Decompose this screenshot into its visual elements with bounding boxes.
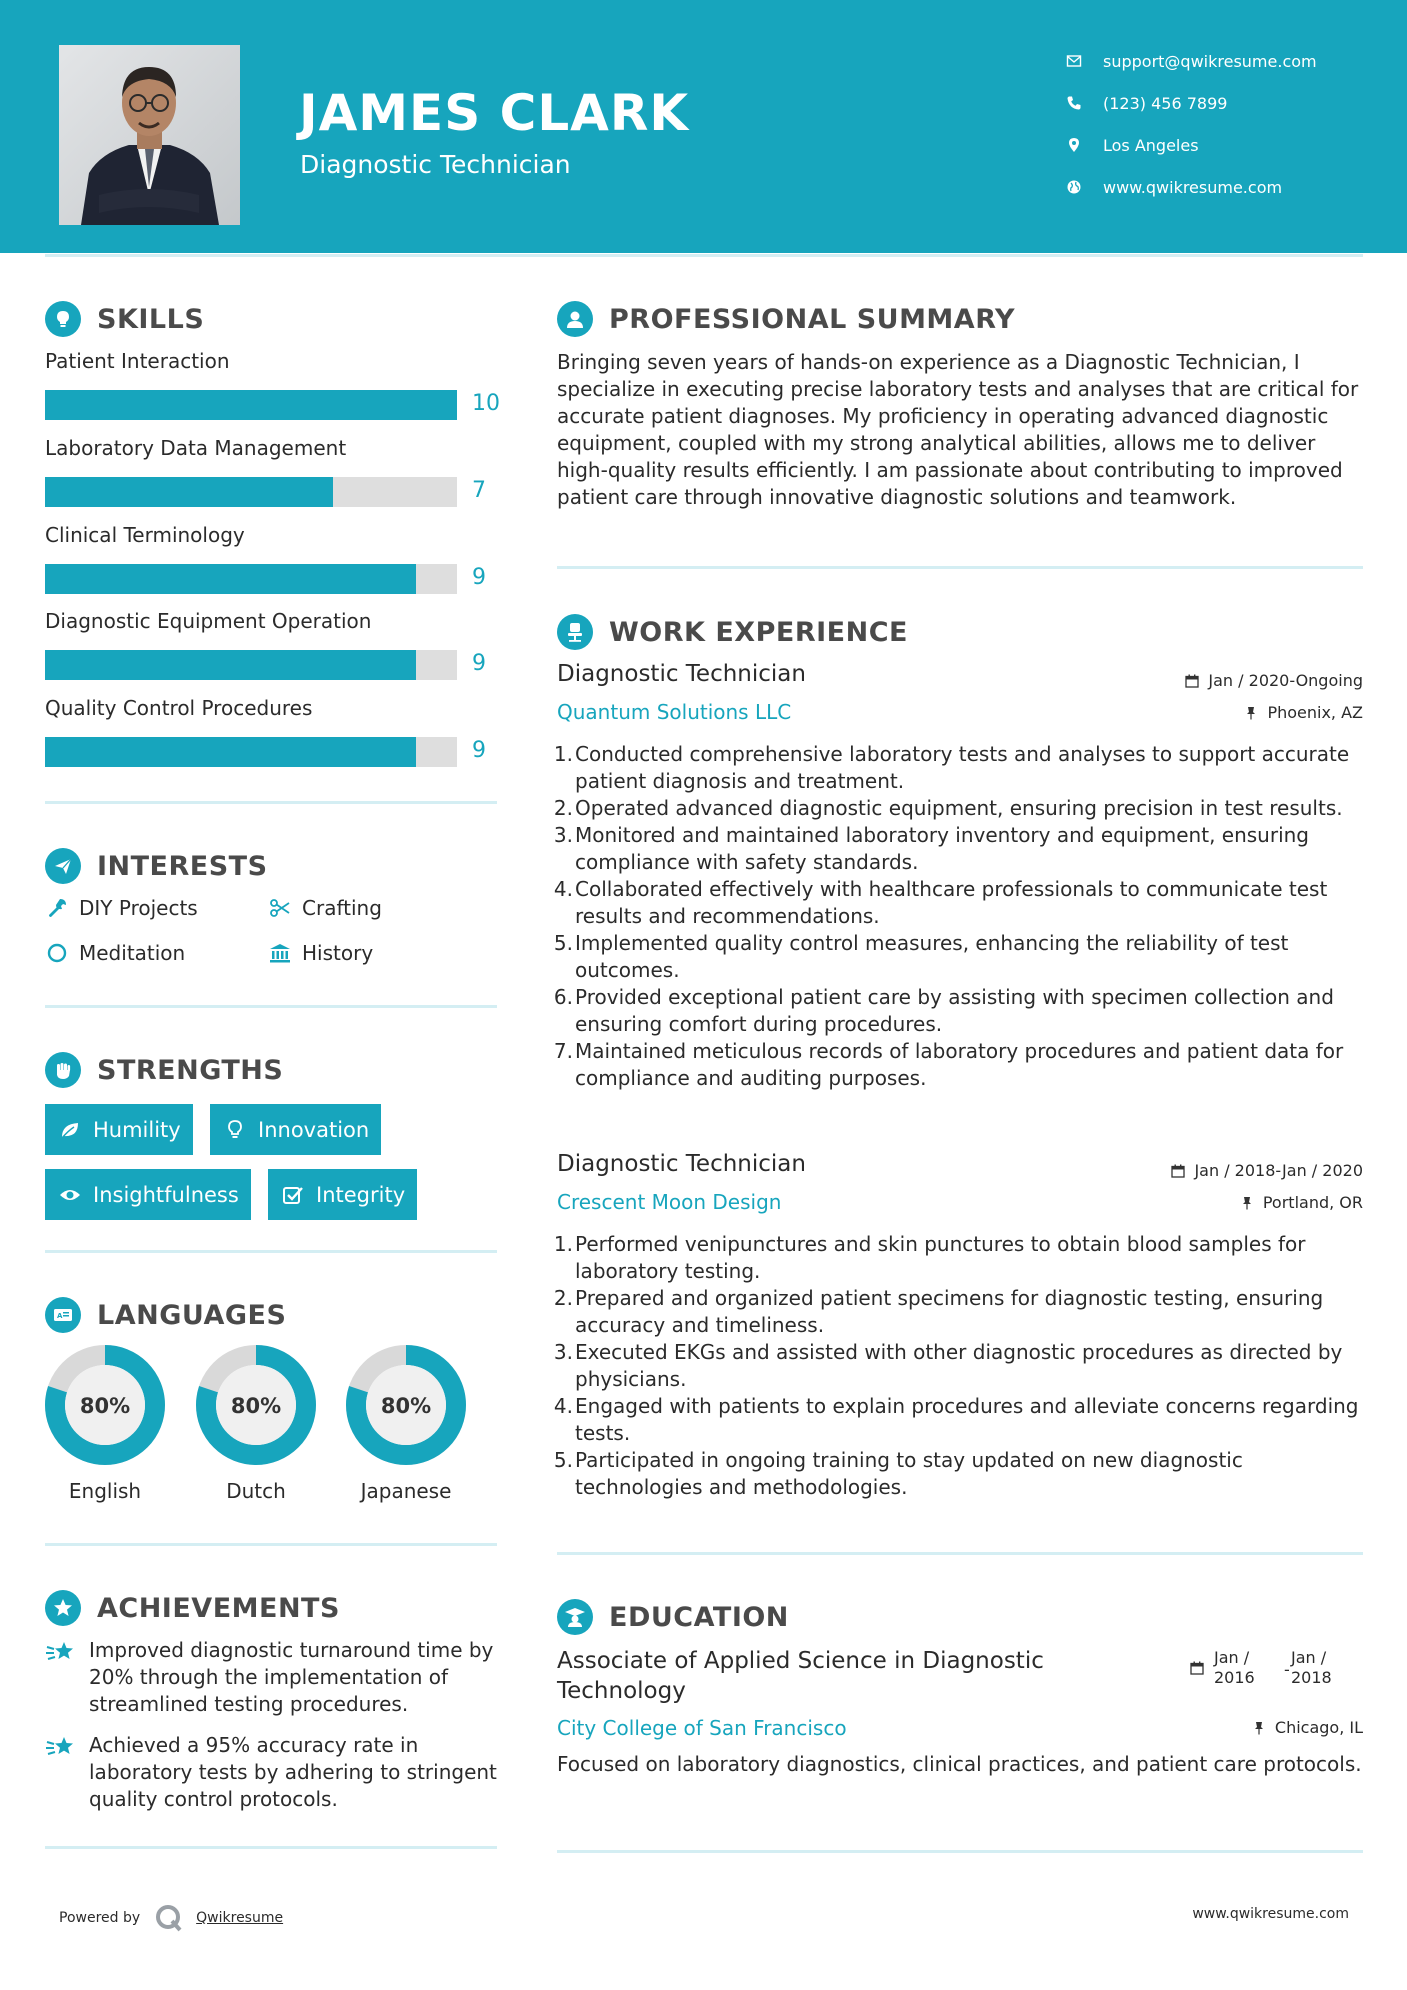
language-percent: 80% [380, 1394, 432, 1418]
language-item [43, 1343, 167, 1503]
contact-phone[interactable] [1063, 82, 1393, 124]
calendar-icon [1170, 1163, 1186, 1179]
skill-bar-fill [45, 737, 416, 767]
contact-location-text: Los Angeles [1103, 135, 1199, 155]
duty-text: Engaged with patients to explain procedures and alleviate concerns regarding tests. [575, 1394, 1359, 1445]
language-name: English [68, 1479, 142, 1503]
job-company: Crescent Moon Design [557, 1190, 782, 1214]
edu-location [1251, 1718, 1363, 1737]
job-date-text: Jan / 2020-Ongoing [1208, 671, 1363, 690]
summary-heading [557, 301, 1015, 337]
language-donut [344, 1343, 468, 1467]
skill-item [45, 436, 505, 503]
skill-value: 9 [472, 651, 486, 676]
duty-item: 1. Conducted comprehensive laboratory tests and analyses to support accurate patient diagnosis and treatment. [553, 742, 1350, 793]
interests-heading [45, 848, 268, 884]
job-title: Diagnostic Technician [557, 1151, 806, 1177]
job-location-text: Phoenix, AZ [1267, 703, 1363, 722]
duty-text: Implemented quality control measures, enhancing the reliability of test outcomes. [575, 931, 1289, 982]
skill-name: Patient Interaction [45, 349, 230, 373]
achievement-item [45, 1732, 505, 1813]
eye-icon [57, 1184, 83, 1206]
strength-label: Insightfulness [93, 1182, 239, 1207]
skill-value: 7 [472, 478, 486, 503]
contact-location [1063, 124, 1393, 166]
duty-text: Maintained meticulous records of laboratory procedures and patient data for compliance and auditing purposes. [575, 1039, 1344, 1090]
duty-text: Participated in ongoing training to stay updated on new diagnostic technologies and methodologies. [575, 1448, 1243, 1499]
wrench-icon [45, 896, 69, 920]
calendar-icon [1184, 673, 1200, 689]
section-divider [45, 1250, 497, 1253]
skill-name: Diagnostic Equipment Operation [45, 609, 372, 633]
duty-text: Performed venipunctures and skin punctures to obtain blood samples for laboratory testing. [575, 1232, 1306, 1283]
achievement-item [45, 1637, 505, 1718]
section-divider [45, 1846, 497, 1849]
duty-text: Collaborated effectively with healthcare professionals to communicate test results and recommendations. [575, 877, 1328, 928]
lightbulb-icon [45, 301, 81, 337]
job-title: Diagnostic Technician [557, 661, 806, 687]
edu-date-start: Jan / 2016 [1214, 1648, 1255, 1687]
experience-title: WORK EXPERIENCE [609, 616, 908, 648]
candidate-role: Diagnostic Technician [300, 150, 571, 179]
achievement-text: Achieved a 95% accuracy rate in laboratory tests by adhering to stringent quality control protocols. [89, 1733, 497, 1811]
language-donut [43, 1343, 167, 1467]
pushpin-icon [1243, 705, 1259, 721]
skill-bar-fill [45, 477, 333, 507]
user-icon [557, 301, 593, 337]
skill-value: 9 [472, 738, 486, 763]
profile-photo-illustration [59, 45, 240, 225]
fist-icon [45, 1052, 81, 1088]
powered-by-text: Powered by [59, 1910, 141, 1926]
experience-heading [557, 614, 908, 650]
checkbox-icon [280, 1184, 306, 1206]
interest-item [45, 941, 185, 965]
strength-badge [268, 1169, 417, 1220]
duty-item: 1. Performed venipunctures and skin punctures to obtain blood samples for laboratory testing. [553, 1232, 1306, 1283]
section-divider [557, 1552, 1363, 1555]
language-item [194, 1343, 318, 1503]
skill-bar-fill [45, 390, 457, 420]
profile-photo [59, 45, 240, 225]
museum-icon [268, 941, 292, 965]
education-heading [557, 1599, 789, 1635]
duty-text: Provided exceptional patient care by assisting with specimen collection and ensuring comfort during procedures. [575, 985, 1334, 1036]
skill-bar-fill [45, 650, 416, 680]
strength-badge [45, 1104, 193, 1155]
skills-heading [45, 301, 204, 337]
skill-item [45, 696, 505, 763]
contact-email-text: support@qwikresume.com [1103, 51, 1317, 71]
strengths-title: STRENGTHS [97, 1054, 284, 1086]
strength-badge [45, 1169, 251, 1220]
language-percent: 80% [79, 1394, 131, 1418]
language-name: Dutch [226, 1479, 286, 1503]
candidate-name: JAMES CLARK [299, 84, 690, 142]
shooting-star-icon [45, 1732, 79, 1762]
paper-plane-icon [45, 848, 81, 884]
skill-bar [45, 737, 457, 767]
skill-item [45, 523, 505, 590]
phone-icon [1063, 94, 1085, 112]
summary-text: Bringing seven years of hands-on experience as a Diagnostic Technician, I specialize in executing precise laboratory tests and analyses that are critical for accurate patient diagnoses. My proficiency in operating advanced diagnostic equipment, coupled with my strong analytical abilities, allows me to deliver high-quality results efficiently. I am passionate about contributing to improved patient care through innovative diagnostic solutions and teamwork. [557, 350, 1359, 509]
contact-email[interactable] [1063, 40, 1393, 82]
job-date [1170, 1161, 1363, 1180]
qwikresume-link[interactable]: Qwikresume [196, 1910, 284, 1926]
degree-title: Associate of Applied Science in Diagnostic Technology [557, 1648, 1044, 1704]
skills-title: SKILLS [97, 303, 205, 335]
interest-label: History [302, 941, 374, 965]
duty-text: Executed EKGs and assisted with other diagnostic procedures as directed by physicians. [575, 1340, 1343, 1391]
section-divider [557, 566, 1363, 569]
duty-text: Operated advanced diagnostic equipment, ensuring precision in test results. [575, 796, 1343, 820]
interest-label: DIY Projects [79, 896, 198, 920]
strength-badge [210, 1104, 381, 1155]
duty-text: Prepared and organized patient specimens for diagnostic testing, ensuring accuracy and timeliness. [575, 1286, 1324, 1337]
duty-item: 4. Engaged with patients to explain procedures and alleviate concerns regarding tests. [553, 1394, 1359, 1445]
languages-heading [45, 1297, 286, 1333]
duty-item: 5. Implemented quality control measures, enhancing the reliability of test outcomes. [553, 931, 1289, 982]
duty-item: 4. Collaborated effectively with healthcare professionals to communicate test results and recommendations. [553, 877, 1328, 928]
achievement-text: Improved diagnostic turnaround time by 20% through the implementation of streamlined testing procedures. [89, 1638, 494, 1716]
job-date-text: Jan / 2018-Jan / 2020 [1194, 1161, 1363, 1180]
school-name: City College of San Francisco [557, 1716, 847, 1740]
language-card-icon [45, 1297, 81, 1333]
interest-label: Crafting [302, 896, 382, 920]
job-location [1239, 1193, 1363, 1212]
globe-icon [1063, 178, 1085, 196]
duty-text: Conducted comprehensive laboratory tests and analyses to support accurate patient diagnosis and treatment. [575, 742, 1350, 793]
section-divider [557, 1850, 1363, 1853]
scissors-icon [268, 896, 292, 920]
shooting-star-icon [45, 1637, 79, 1667]
skill-bar [45, 390, 457, 420]
skill-value: 10 [472, 391, 500, 416]
duty-item: 6. Provided exceptional patient care by assisting with specimen collection and ensuring comfort during procedures. [553, 985, 1334, 1036]
edu-location-text: Chicago, IL [1274, 1718, 1363, 1737]
language-item [344, 1343, 468, 1503]
skill-name: Quality Control Procedures [45, 696, 313, 720]
skill-bar [45, 477, 457, 507]
section-divider [45, 1543, 497, 1546]
job-location-text: Portland, OR [1262, 1193, 1363, 1212]
edu-description: Focused on laboratory diagnostics, clinical practices, and patient care protocols. [557, 1752, 1362, 1776]
footer-url[interactable]: www.qwikresume.com [1192, 1906, 1349, 1922]
duty-item: 3. Executed EKGs and assisted with other diagnostic procedures as directed by physicians. [553, 1340, 1343, 1391]
duty-item: 2. Operated advanced diagnostic equipment, ensuring precision in test results. [553, 796, 1343, 820]
star-badge-icon [45, 1590, 81, 1626]
pushpin-icon [1251, 1720, 1267, 1736]
envelope-icon [1063, 52, 1085, 70]
skill-item [45, 609, 505, 676]
graduate-icon [557, 1599, 593, 1635]
language-percent: 80% [230, 1394, 282, 1418]
duty-text: Monitored and maintained laboratory inventory and equipment, ensuring compliance with safety standards. [575, 823, 1310, 874]
office-chair-icon [557, 614, 593, 650]
contact-phone-text: (123) 456 7899 [1103, 93, 1228, 113]
edu-date-end: Jan / 2018 [1291, 1648, 1332, 1687]
job-date [1184, 671, 1363, 690]
language-name: Japanese [360, 1479, 452, 1503]
job-company: Quantum Solutions LLC [557, 700, 792, 724]
skill-name: Clinical Terminology [45, 523, 245, 547]
skill-bar [45, 564, 457, 594]
duty-item: 5. Participated in ongoing training to stay updated on new diagnostic technologies and methodologies. [553, 1448, 1243, 1499]
edu-date-icon-wrap [1189, 1660, 1213, 1676]
lightbulb-icon [222, 1119, 248, 1141]
interest-item [268, 941, 373, 965]
skill-bar-fill [45, 564, 416, 594]
strength-label: Integrity [316, 1182, 406, 1207]
map-pin-icon [1063, 136, 1085, 154]
duty-item: 3. Monitored and maintained laboratory inventory and equipment, ensuring compliance with safety standards. [553, 823, 1310, 874]
duty-item: 7. Maintained meticulous records of laboratory procedures and patient data for compliance and auditing purposes. [553, 1039, 1344, 1090]
qwikresume-logo-icon [154, 1903, 184, 1933]
strength-label: Humility [93, 1117, 181, 1142]
edu-date-separator: - [1284, 1660, 1290, 1679]
skill-name: Laboratory Data Management [45, 436, 347, 460]
contact-list [1063, 40, 1393, 208]
interest-item [268, 896, 382, 920]
job-location [1243, 703, 1363, 722]
achievements-heading [45, 1590, 340, 1626]
pushpin-icon [1239, 1195, 1255, 1211]
skill-value: 9 [472, 565, 486, 590]
section-divider [45, 1005, 497, 1008]
strengths-heading [45, 1052, 283, 1088]
leaf-icon [57, 1119, 83, 1141]
circle-icon [45, 941, 69, 965]
language-donut [194, 1343, 318, 1467]
education-title: EDUCATION [609, 1601, 789, 1633]
languages-title: LANGUAGES [97, 1299, 287, 1331]
powered-by [59, 1903, 283, 1933]
resume-header [0, 0, 1407, 253]
section-divider [45, 801, 497, 804]
header-divider [45, 254, 1363, 257]
contact-website[interactable] [1063, 166, 1393, 208]
svg-text:A: A [57, 1312, 63, 1320]
summary-title: PROFESSIONAL SUMMARY [609, 303, 1016, 335]
skill-item [45, 349, 505, 416]
achievements-title: ACHIEVEMENTS [97, 1592, 340, 1624]
calendar-icon [1189, 1660, 1205, 1676]
job-duties [553, 741, 1367, 1092]
contact-website-text: www.qwikresume.com [1103, 177, 1283, 197]
interests-title: INTERESTS [97, 850, 268, 882]
strength-label: Innovation [258, 1117, 370, 1142]
interest-label: Meditation [79, 941, 186, 965]
skill-bar [45, 650, 457, 680]
interest-item [45, 896, 198, 920]
duty-item: 2. Prepared and organized patient specimens for diagnostic testing, ensuring accuracy and timeliness. [553, 1286, 1324, 1337]
job-duties [553, 1231, 1367, 1501]
